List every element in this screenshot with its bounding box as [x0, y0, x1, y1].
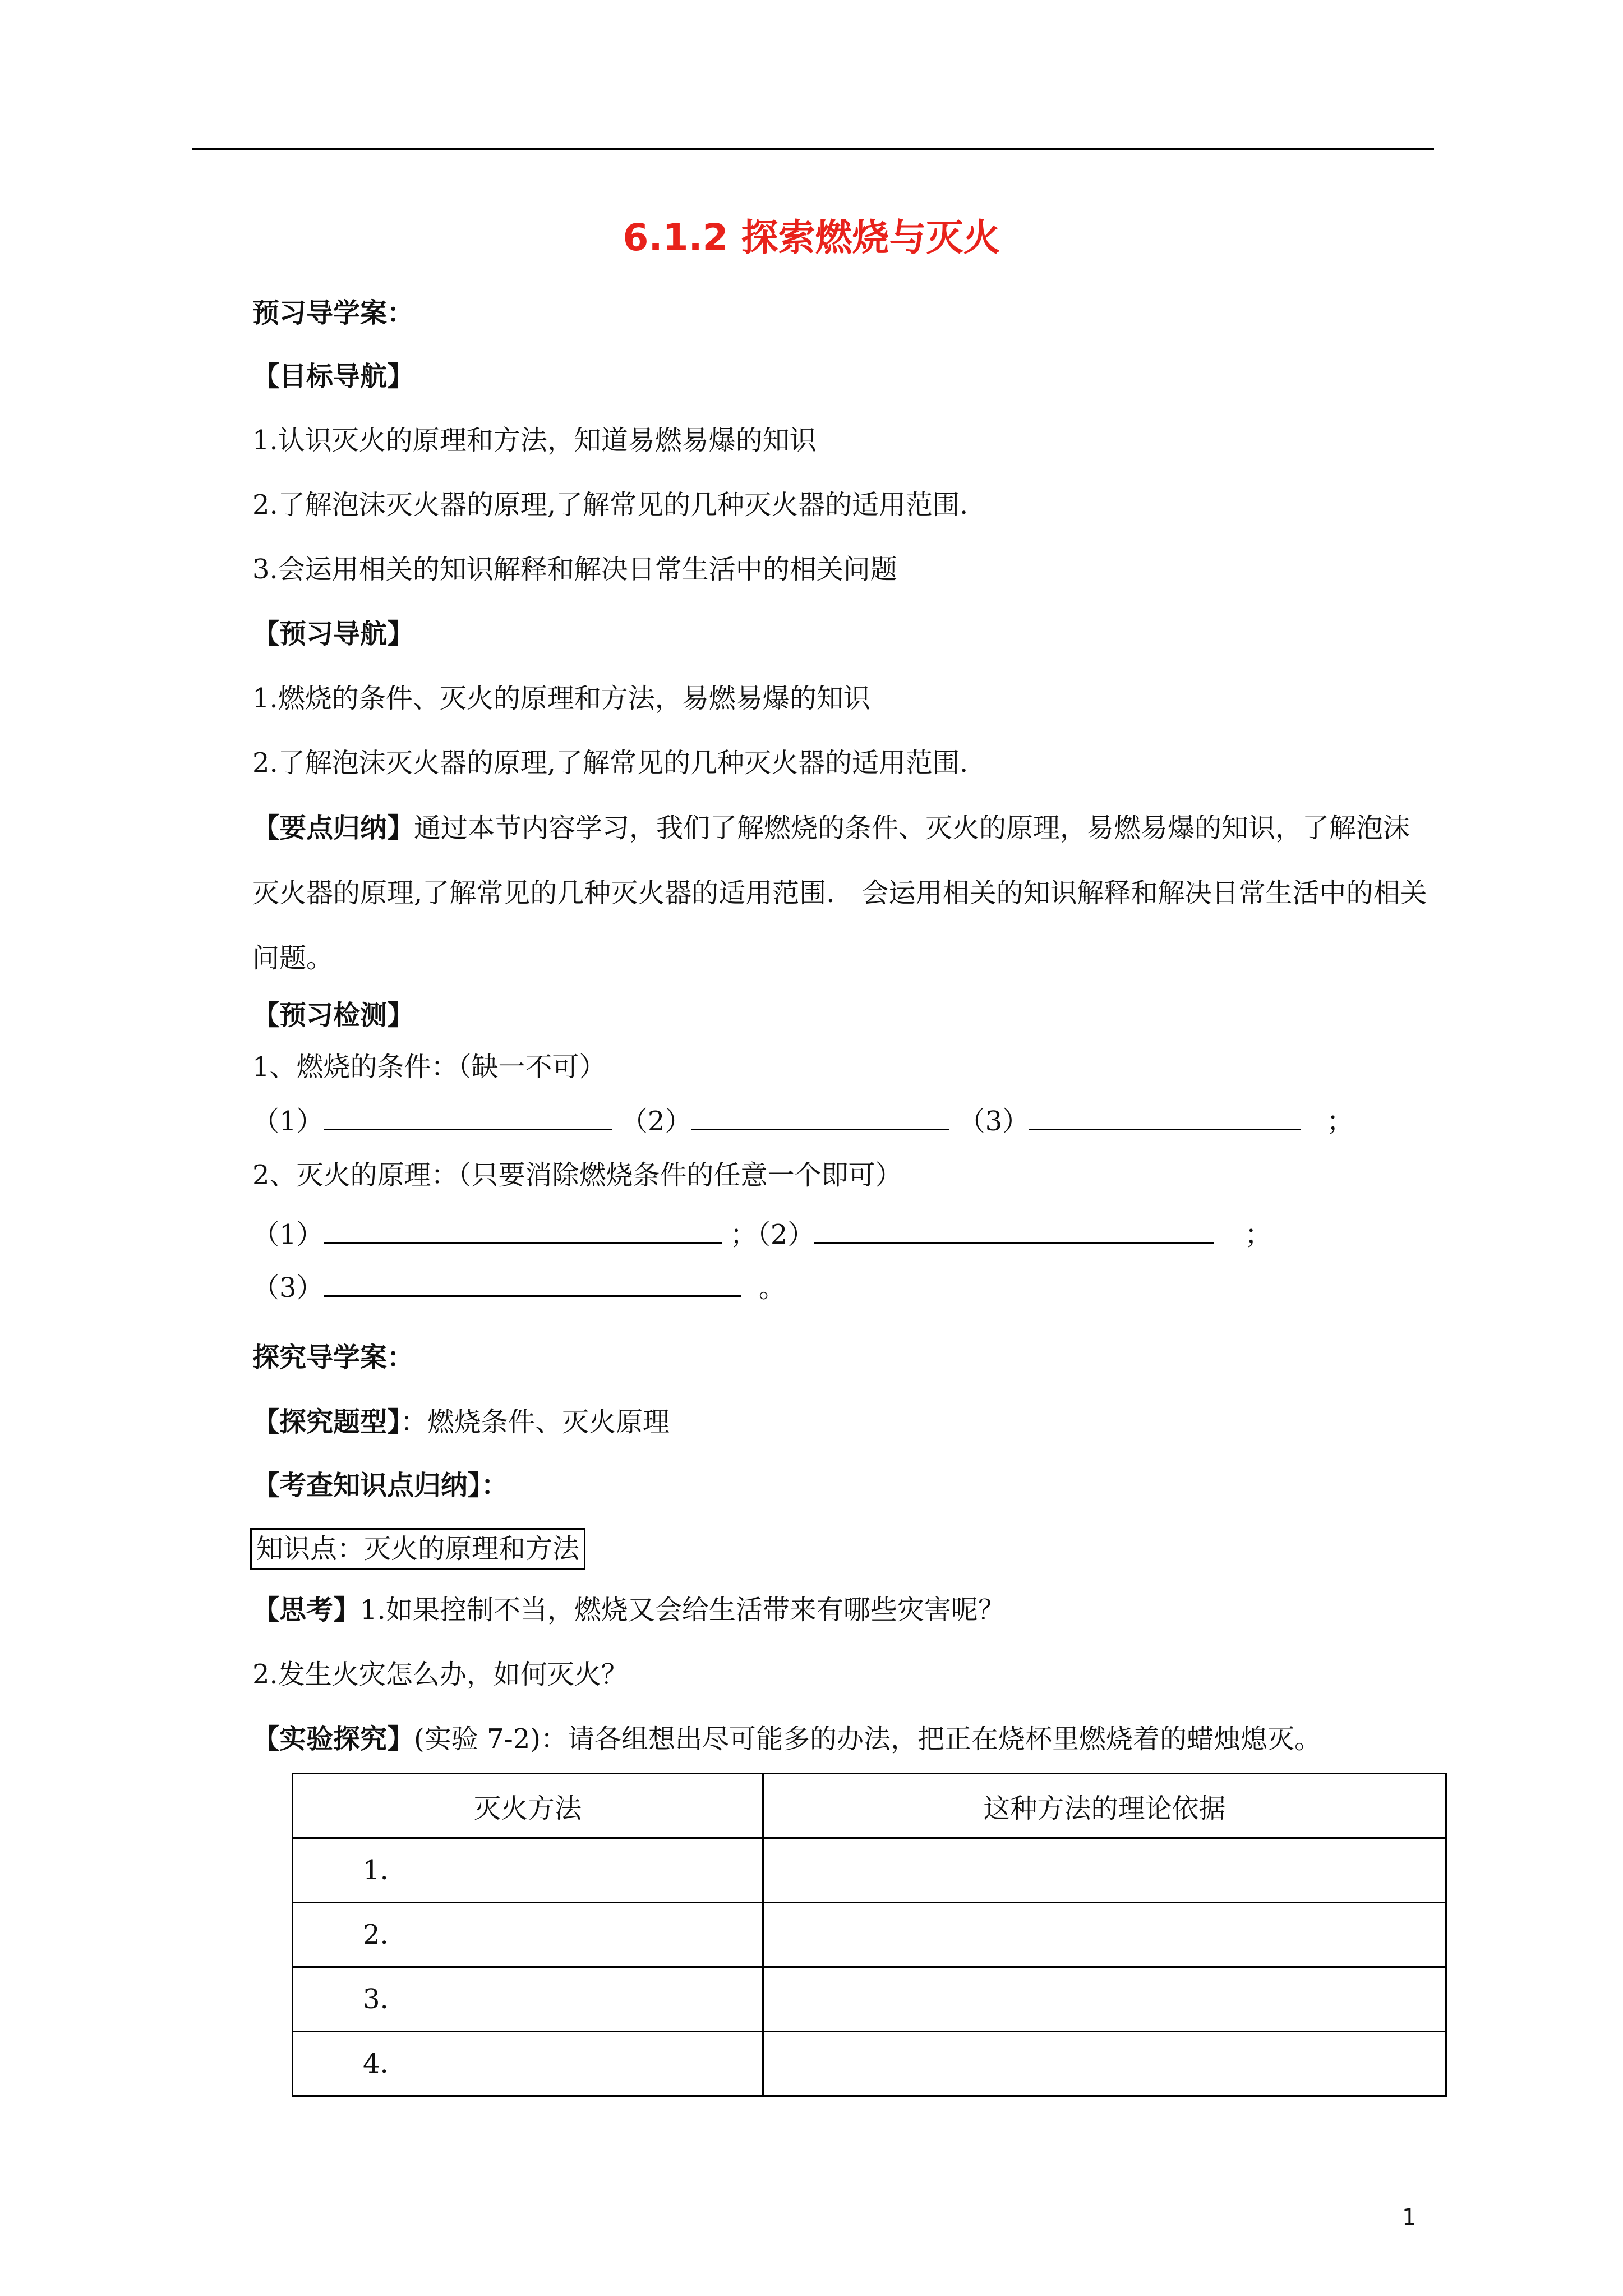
exam-heading: 【考查知识点归纳】：: [252, 1470, 509, 1501]
table-header: 这种方法的理论依据: [763, 1774, 1446, 1838]
explore-heading: 探究导学案：: [252, 1342, 414, 1373]
preview-nav-item: 2.了解泡沫灭火器的原理,了解常见的几种灭火器的适用范围.: [252, 747, 969, 779]
think-text-1: 1.如果控制不当，燃烧又会给生活带来有哪些灾害呢？: [360, 1594, 1005, 1626]
answer-blank[interactable]: [324, 1271, 741, 1297]
keypoints-paragraph: [252, 795, 1436, 991]
q1-label-3: （3）: [958, 1106, 1030, 1137]
table-cell-answer[interactable]: [763, 1903, 1446, 1967]
table-header-row: [293, 1774, 1446, 1838]
think-line-2: 2.发生火灾怎么办，如何灭火？: [252, 1659, 628, 1690]
table-row: [293, 1903, 1446, 1967]
experiment-label: 【实验探究】: [252, 1723, 414, 1755]
explore-type-text: ：燃烧条件、灭火原理: [400, 1406, 670, 1438]
table-header: 灭火方法: [293, 1774, 763, 1838]
table-cell-answer[interactable]: [763, 1967, 1446, 2032]
preview-nav-heading: 【预习导航】: [252, 618, 414, 650]
goal-item: 1.认识灭火的原理和方法，知道易燃易爆的知识: [252, 425, 817, 456]
preview-nav-item: 1.燃烧的条件、灭火的原理和方法，易燃易爆的知识: [252, 683, 870, 714]
table-row: [293, 2032, 1446, 2096]
q2-blanks-row-1: [252, 1217, 1272, 1251]
goal-item: 3.会运用相关的知识解释和解决日常生活中的相关问题: [252, 554, 897, 585]
answer-blank[interactable]: [324, 1217, 722, 1244]
table-cell-index: 3.: [293, 1967, 763, 2032]
q2-label-2: ；（2）: [730, 1219, 815, 1250]
keypoints-label: 【要点归纳】: [252, 812, 414, 844]
explore-type-label: 【探究题型】: [252, 1406, 401, 1438]
table-row: [293, 1838, 1446, 1903]
check-heading: 【预习检测】: [252, 1000, 414, 1031]
answer-blank[interactable]: [1029, 1104, 1301, 1130]
experiment-text: (实验 7-2)：请各组想出尽可能多的办法，把正在烧杯里燃烧着的蜡烛熄灭。: [414, 1723, 1322, 1755]
table-cell-index: 4.: [293, 2032, 763, 2096]
answer-blank[interactable]: [814, 1217, 1214, 1244]
answer-blank[interactable]: [324, 1104, 612, 1130]
question-1: 1、燃烧的条件：（缺一不可）: [252, 1051, 606, 1083]
q2-sep: ；: [1244, 1219, 1272, 1250]
q2-label-3: （3）: [252, 1272, 324, 1304]
experiment-table: [292, 1773, 1447, 2097]
keypoints-text: 通过本节内容学习，我们了解燃烧的条件、灭火的原理，易燃易爆的知识，了解泡沫灭火器的原理,了解常见的几种灭火器的适用范围. 会运用相关的知识解释和解决日常生活中的相关问题。: [252, 812, 1427, 974]
table-cell-index: 1.: [293, 1838, 763, 1903]
table-cell-answer[interactable]: [763, 1838, 1446, 1903]
think-label: 【思考】: [252, 1594, 361, 1626]
q1-label-1: （1）: [252, 1106, 324, 1137]
answer-blank[interactable]: [691, 1104, 949, 1130]
table-cell-index: 2.: [293, 1903, 763, 1967]
header-rule: [192, 148, 1434, 150]
knowledge-box: 知识点：灭火的原理和方法: [250, 1528, 585, 1570]
table-row: [293, 1967, 1446, 2032]
q1-label-2: （2）: [620, 1106, 692, 1137]
experiment-line: [252, 1722, 1321, 1756]
explore-type-line: [252, 1405, 670, 1439]
question-2: 2、灭火的原理：（只要消除燃烧条件的任意一个即可）: [252, 1159, 902, 1191]
q2-end-mark: 。: [758, 1272, 786, 1304]
q2-blanks-row-2: [252, 1271, 786, 1305]
q2-label-1: （1）: [252, 1219, 324, 1250]
q1-blanks-row: [252, 1104, 1353, 1138]
page-number: 1: [1402, 2205, 1417, 2230]
goal-item: 2.了解泡沫灭火器的原理,了解常见的几种灭火器的适用范围.: [252, 489, 969, 521]
q1-end-mark: ；: [1326, 1106, 1354, 1137]
preview-heading: 预习导学案：: [252, 297, 414, 329]
think-line-1: [252, 1593, 1005, 1627]
goal-heading: 【目标导航】: [252, 361, 414, 392]
page-title: 6.1.2 探索燃烧与灭火: [623, 216, 1000, 259]
table-cell-answer[interactable]: [763, 2032, 1446, 2096]
